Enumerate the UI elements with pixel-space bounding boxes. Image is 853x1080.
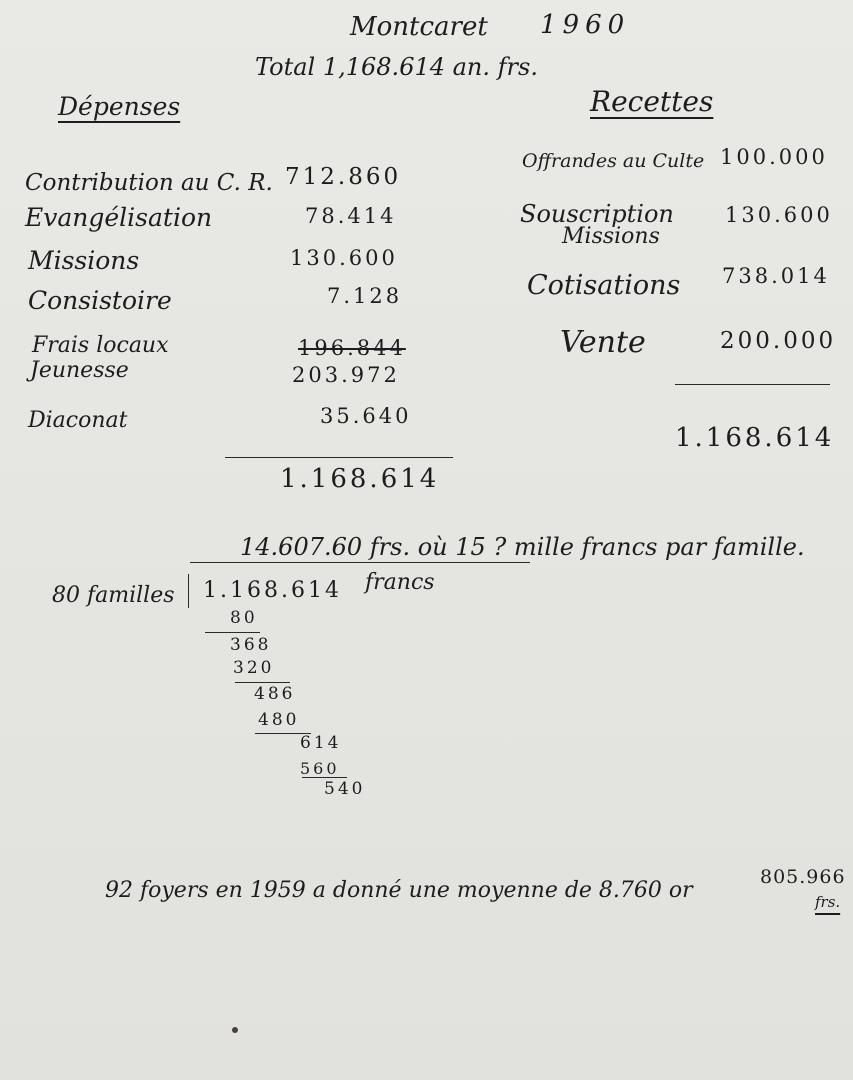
division-step: 560 xyxy=(300,759,340,778)
depense-label: Evangélisation xyxy=(25,203,213,232)
depenses-heading: Dépenses xyxy=(58,92,181,121)
division-top-rule xyxy=(190,562,530,563)
recette-label: Offrandes au Culte xyxy=(522,150,705,172)
recette-label-continued: Missions xyxy=(562,224,660,249)
recette-amount: 100.000 xyxy=(720,145,828,169)
page-place: Montcaret xyxy=(350,12,488,42)
total-line: Total 1,168.614 an. frs. xyxy=(255,53,538,81)
ink-speck xyxy=(232,1027,238,1033)
depense-label: Contribution au C. R. xyxy=(25,170,273,196)
division-bracket xyxy=(188,574,189,608)
division-step: 80 xyxy=(230,608,258,628)
depense-amount: 712.860 xyxy=(285,164,402,190)
depenses-total-rule xyxy=(225,457,453,458)
depense-label: Frais locaux xyxy=(32,333,169,358)
recettes-heading: Recettes xyxy=(590,85,714,118)
division-divisor: 80 familles xyxy=(52,583,175,608)
depense-label: Diaconat xyxy=(28,408,128,433)
division-step-rule xyxy=(302,777,347,778)
depense-amount-struck: 196.844 xyxy=(298,336,406,360)
division-step-rule xyxy=(235,682,290,683)
footer-unit: frs. xyxy=(815,893,841,911)
division-step: 368 xyxy=(230,635,272,655)
depense-amount: 7.128 xyxy=(327,284,403,308)
division-dividend: 1.168.614 xyxy=(203,578,342,603)
division-step: 540 xyxy=(324,779,366,799)
quotient-line: 14.607.60 frs. où 15 ? mille francs par famille. xyxy=(240,533,805,561)
recette-label: Vente xyxy=(560,325,646,360)
division-step: 480 xyxy=(258,710,300,730)
depense-amount: 35.640 xyxy=(320,404,412,428)
depense-label: Consistoire xyxy=(28,286,172,315)
division-unit: francs xyxy=(365,570,435,595)
depense-amount: 78.414 xyxy=(305,204,397,228)
depenses-total: 1.168.614 xyxy=(280,464,440,494)
depense-label: Jeunesse xyxy=(30,358,129,383)
division-step: 614 xyxy=(300,733,342,753)
recette-amount: 200.000 xyxy=(720,328,837,354)
recette-label: Souscription xyxy=(520,200,674,228)
recette-amount: 130.600 xyxy=(725,203,833,227)
page-year: 1960 xyxy=(540,10,631,40)
division-step-rule xyxy=(205,632,260,633)
division-step: 486 xyxy=(254,684,296,704)
recette-label: Cotisations xyxy=(527,270,681,301)
recettes-total: 1.168.614 xyxy=(675,423,835,453)
footer-figure: 805.966 xyxy=(760,866,846,888)
depense-amount: 130.600 xyxy=(290,246,398,270)
depense-amount: 203.972 xyxy=(292,363,400,387)
footer-note: 92 foyers en 1959 a donné une moyenne de 8.760 or xyxy=(105,878,693,903)
recettes-total-rule xyxy=(675,384,830,385)
division-step: 320 xyxy=(233,658,275,678)
depense-label: Missions xyxy=(28,246,140,275)
recette-amount: 738.014 xyxy=(722,264,830,288)
